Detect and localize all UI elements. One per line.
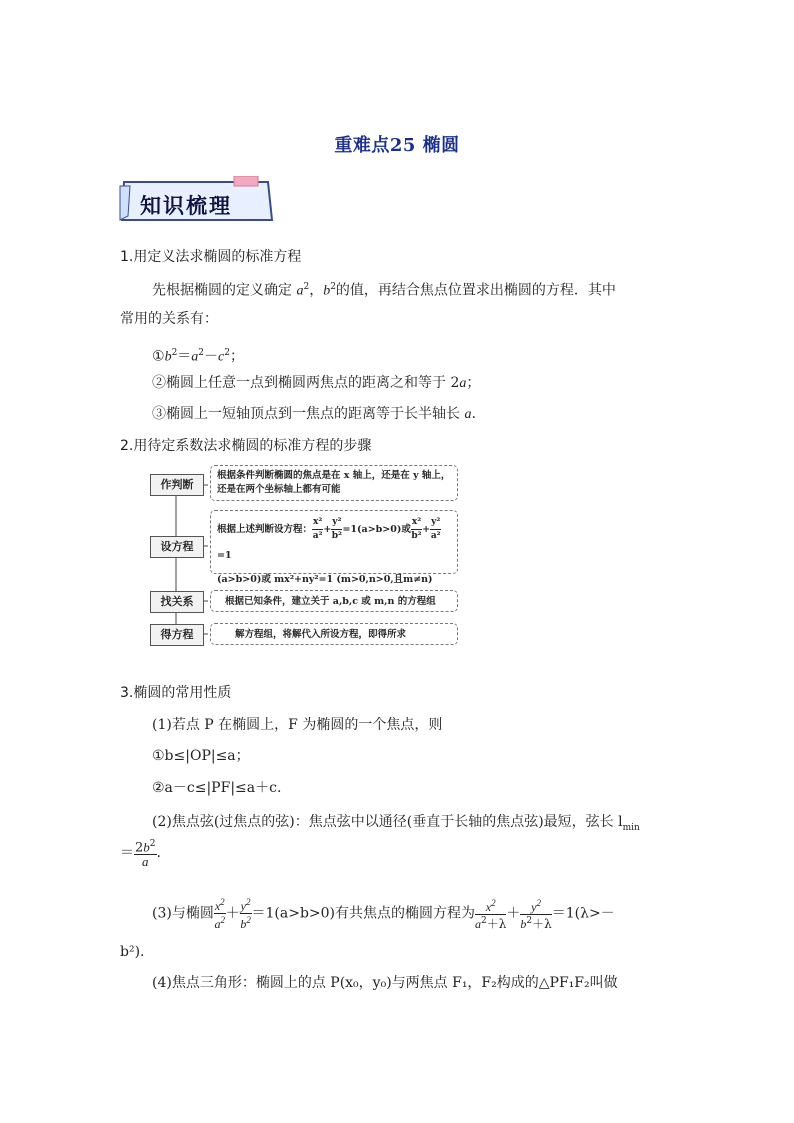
s3-p3-tail: b²). (120, 944, 145, 960)
step-3-text: 根据已知条件，建立关于 a,b,c 或 m,n 的方程组 (210, 590, 458, 612)
s3-p3-text-c: ＝1(λ>－ (551, 905, 615, 922)
s3-p3-text-a: (3)与椭圆 (152, 905, 214, 922)
s1-item-2-text: ②椭圆上任意一点到椭圆两焦点的距离之和等于 2 (152, 375, 460, 391)
step-2-label: 设方程 (150, 536, 204, 558)
s3-p2-formula: ＝ $\frac{2b^2}{a}$ . (120, 839, 161, 870)
s3-p2-text: (2)焦点弦(过焦点的弦)：焦点弦中以通径(垂直于长轴的焦点弦)最短，弦长 l (152, 814, 623, 830)
step-2-text-b: (a>b>0)或 mx²+ny²=1 (m>0,n>0,且m≠n) (217, 574, 433, 585)
s1-intro-text-a: 先根据椭圆的定义确定 (152, 282, 297, 299)
s1-item-1: $①b^2=a^2-c^2$； (152, 348, 244, 365)
step-4-text: 解方程组，将解代入所设方程，即得所求 (210, 623, 458, 645)
s1-intro-line2: 常用的关系有： (120, 311, 218, 327)
section-3-heading: 3.椭圆的常用性质 (120, 685, 232, 701)
flowchart (148, 465, 468, 650)
banner-label: 知识梳理 (140, 194, 232, 218)
section-2-heading: 2.用待定系数法求椭圆的标准方程的步骤 (120, 438, 372, 454)
step-2-text-a: 根据上述判断设方程： (217, 524, 313, 535)
s1-intro-text-b: 的值，再结合焦点位置求出椭圆的方程．其中 (335, 282, 616, 299)
s3-p1: (1)若点 P 在椭圆上，F 为椭圆的一个焦点，则 (152, 717, 443, 733)
s3-p1b: ②a－c≤|PF|≤a＋c. (152, 780, 282, 796)
s3-p4: (4)焦点三角形：椭圆上的点 P(x₀，y₀)与两焦点 F₁，F₂构成的△PF₁F₂叫做 (152, 975, 618, 991)
s3-p2-sub: min (622, 822, 640, 833)
s3-p3: (3)与椭圆 $\frac{x^2}{a^2}$ ＋ $\frac{y^2}{b^2}$ ＝1(a>b>0)有共焦点的椭圆方程为 $\frac{x^2}{a^2+\lambda}$ ＋ $\frac{y^2}{b^2+\lambda}$ ＝1(λ>－ (152, 897, 615, 931)
s1-intro: 先根据椭圆的定义确定 $a^2$，$b^2$的值，再结合焦点位置求出椭圆的方程．其中 (152, 282, 616, 299)
s1-item-3-text: ③椭圆上一短轴顶点到一焦点的距离等于长半轴长 (152, 406, 465, 422)
page-title: 重难点25 椭圆 (334, 135, 460, 156)
s3-p3-text-b: ＝1(a>b>0)有共焦点的椭圆方程为 (251, 905, 476, 922)
section-1-heading: 1.用定义法求椭圆的标准方程 (120, 249, 302, 265)
s1-item-1-mark: ① (152, 348, 165, 365)
step-4-label: 得方程 (150, 624, 204, 646)
s3-p2 (152, 812, 682, 838)
step-1-text: 根据条件判断椭圆的焦点是在 x 轴上，还是在 y 轴上，还是在两个坐标轴上都有可能 (210, 465, 458, 501)
s3-p1a: ①b≤|OP|≤a； (152, 748, 250, 764)
s1-item-3: ③椭圆上一短轴顶点到一焦点的距离等于长半轴长 a. (152, 406, 476, 422)
step-1-label: 作判断 (150, 474, 204, 496)
step-2-text: 根据上述判断设方程： $\frac{\text{x²}}{\text{a²}}$ + $\frac{\text{y²}}{\text{b²}}$ =1(a>b>0)或 $\frac{\text{x²}}{\text{b²}}$ + $\frac{\text{y²}}{\text{a²}}$ =1 (a>b>0)或 mx²+ny²=1 (m>0,n>0,且m≠n) (210, 510, 458, 574)
s1-item-2: ②椭圆上任意一点到椭圆两焦点的距离之和等于 2a； (152, 375, 481, 391)
step-3-label: 找关系 (150, 591, 204, 613)
